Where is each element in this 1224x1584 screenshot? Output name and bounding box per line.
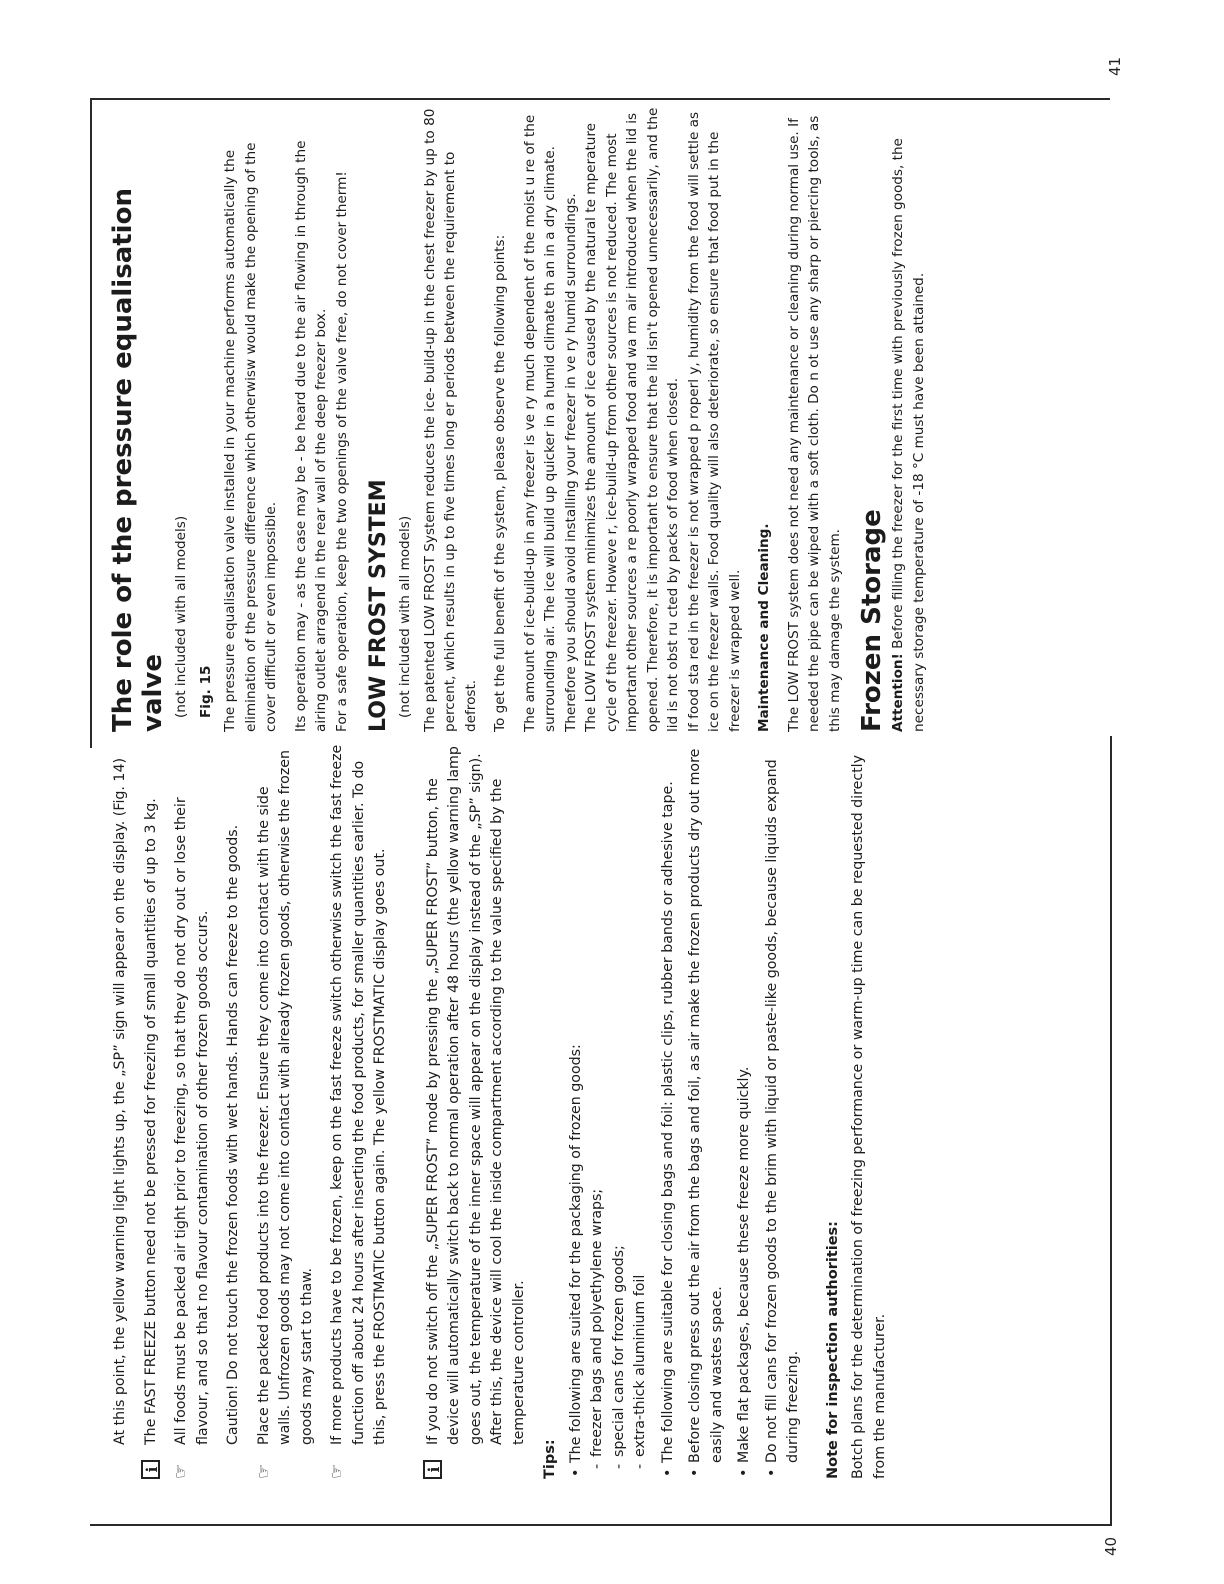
tip-sub-item: - special cans for frozen goods; xyxy=(609,744,631,1479)
left-item-0 xyxy=(110,744,132,1479)
valve-availability-note: (not included with all models) xyxy=(173,515,189,718)
low-frost-availability-note: (not included with all models) xyxy=(397,515,413,718)
tip-item: • Do not fill cans for frozen goods to the brim with liquid or paste-like goods, because liquids expand during freezing. xyxy=(762,744,805,1479)
tip-sub-item: - freezer bags and polyethylene wraps; xyxy=(587,744,609,1479)
left-item-text: At this point, the yellow warning light lights up, the „SP” sign will appear on the display. (Fig. 14) xyxy=(112,757,128,1445)
valve-paragraph: For a safe operation, keep the two openings of the valve free, do not cover therm! xyxy=(333,171,350,732)
left-item-6 xyxy=(423,744,531,1479)
left-page-bottom-rule xyxy=(1110,736,1112,1526)
left-item-3 xyxy=(223,744,245,1479)
info-icon: i xyxy=(423,1445,444,1479)
valve-paragraph: The pressure equalisation valve installed in your machine performs automatically the elimination of the pressure difference which otherwisw would make the opening of the cover difficult or even impossible. xyxy=(222,142,279,732)
low-frost-paragraph: The amount of ice-build-up in any freezer is ve ry much dependent of the moist u re of the surrounding air. The ice will build up quicker in a humid climate th an in a dry climate. Therefore you should avoid installing your freezer in ve ry humid surroundings. xyxy=(521,114,579,732)
left-item-5 xyxy=(327,744,392,1479)
valve-paragraph: Its operation may - as the case may be - be heard due to the air flowing in through the airing outlet arragend in the rear wall of the deep freezer box. xyxy=(292,140,329,732)
inspection-note-text: Botch plans for the determination of freezing performance or warm-up time can be requested directly from the manufacturer. xyxy=(850,754,888,1479)
info-icon: i xyxy=(141,1445,162,1479)
tip-item: • Before closing press out the air from the bags and foil, as air make the frozen products dry out more easily and wastes space. xyxy=(685,744,728,1479)
right-page-column xyxy=(108,107,938,732)
tips-intro: • The following are suited for the packaging of frozen goods: xyxy=(566,744,588,1479)
left-page-column xyxy=(110,744,900,1479)
maintenance-heading: Maintenance and Cleaning. xyxy=(756,523,772,732)
left-page-left-rule xyxy=(90,1524,1110,1526)
inspection-note-heading: Note for inspection authorities: xyxy=(824,1221,841,1479)
frozen-storage-attention: Attention! xyxy=(890,653,906,732)
tip-item: • The following are suitable for closing bags and foil: plastic clips, rubber bands or adhesive tape. xyxy=(658,744,680,1479)
left-item-text: Place the packed food products into the freezer. Ensure they come into contact with the side walls. Unfrozen goods may not come into contact with already frozen goods, otherwise the frozen goods may start to thaw. xyxy=(255,750,315,1445)
pointing-hand-icon: ☞ xyxy=(253,1463,274,1479)
frozen-storage-title: Frozen Storage xyxy=(857,509,887,732)
tips-list-more xyxy=(658,744,805,1479)
page-number-left: 40 xyxy=(1102,1536,1120,1556)
low-frost-title: LOW FROST SYSTEM xyxy=(366,479,391,732)
left-item-text: All foods must be packed air tight prior to freezing, so that they do not dry out or lose their flavour, and so that no flavour contamination of other frozen goods occurs. xyxy=(173,797,211,1445)
right-page-top-rule xyxy=(90,98,92,748)
left-item-text: Caution! Do not touch the frozen foods with wet hands. Hands can freeze to the goods. xyxy=(225,824,241,1445)
tips-list xyxy=(566,744,588,1479)
left-item-text: The FAST FREEZE button need not be pressed for freezing of small quantities of up to 3 kg. xyxy=(142,798,159,1445)
valve-title: The role of the pressure equalisation valve xyxy=(108,188,168,732)
frozen-storage-body: Before filling the freezer for the first time with previously frozen goods, the necessary storage temperature of -18 °C must have been attained. xyxy=(890,138,927,732)
left-item-text: If more products have to be frozen, keep on the fast freeze switch otherwise switch the fast freeze function off about 24 hours after inserting the food products, for smaller quantities earlier. To do this, press the FROSTMATIC button again. The yellow FROSTMATIC display goes out. xyxy=(329,744,388,1445)
tips-heading: Tips: xyxy=(542,1439,558,1479)
low-frost-paragraph: The LOW FROST system minimizes the amount of ice caused by the natural te mperature cycle of the freezer. Howeve r, ice-build-up from other sources is not reduced. The most important other sources a re poorly wrapped food and wa rm air introduced when the lid is opened. Therefore, it is important to ensure that the lid isn't opened unnecessarily, and the lid is not obst ru cted by packs of food when closed. xyxy=(583,107,681,732)
tips-sub-list xyxy=(587,744,652,1479)
right-page-right-rule xyxy=(90,98,1110,100)
maintenance-text: The LOW FROST system does not need any maintenance or cleaning during normal use. If needed the pipe can be wiped with a soft cloth. Do n ot use any sharp or piercing tools, as this may damage the system. xyxy=(785,115,843,732)
left-item-4 xyxy=(254,744,319,1479)
left-item-2 xyxy=(171,744,214,1479)
page-number-right: 41 xyxy=(1106,56,1124,76)
low-frost-paragraph: The patented LOW FROST System reduces the ice- build-up in the chest freezer by up to 80 percent, which results in up to five times long er periods between the requirement to defrost. xyxy=(421,108,479,732)
valve-figure-ref: Fig. 15 xyxy=(197,665,214,718)
frozen-storage-text xyxy=(888,107,929,732)
pointing-hand-icon: ☞ xyxy=(171,1463,191,1479)
pointing-hand-icon: ☞ xyxy=(327,1463,347,1479)
left-item-1 xyxy=(141,744,163,1479)
low-frost-paragraph: If food sta red in the freezer is not wrapped p roperl y, humidity from the food will settle as ice on the freezer walls. Food quality will also deteriorate, so ensure that food put in the freezer is wrapped well. xyxy=(685,111,743,732)
tip-item: • Make flat packages, because these freeze more quickly. xyxy=(734,744,756,1479)
left-item-text: If you do not switch off the „SUPER FROST” mode by pressing the „SUPER FROST” button, the device will automatically switch back to normal operation after 48 hours (the yellow warning lamp goes out, the temperature of the inner space will appear on the display instead of the „SP” sign). After this, the device will cool the inside compartment according to the value specified by the temperature controller. xyxy=(424,746,527,1445)
tip-sub-item: - extra-thick aluminium foil xyxy=(630,744,652,1479)
low-frost-paragraph: To get the full benefit of the system, please observe the following points: xyxy=(492,234,508,732)
